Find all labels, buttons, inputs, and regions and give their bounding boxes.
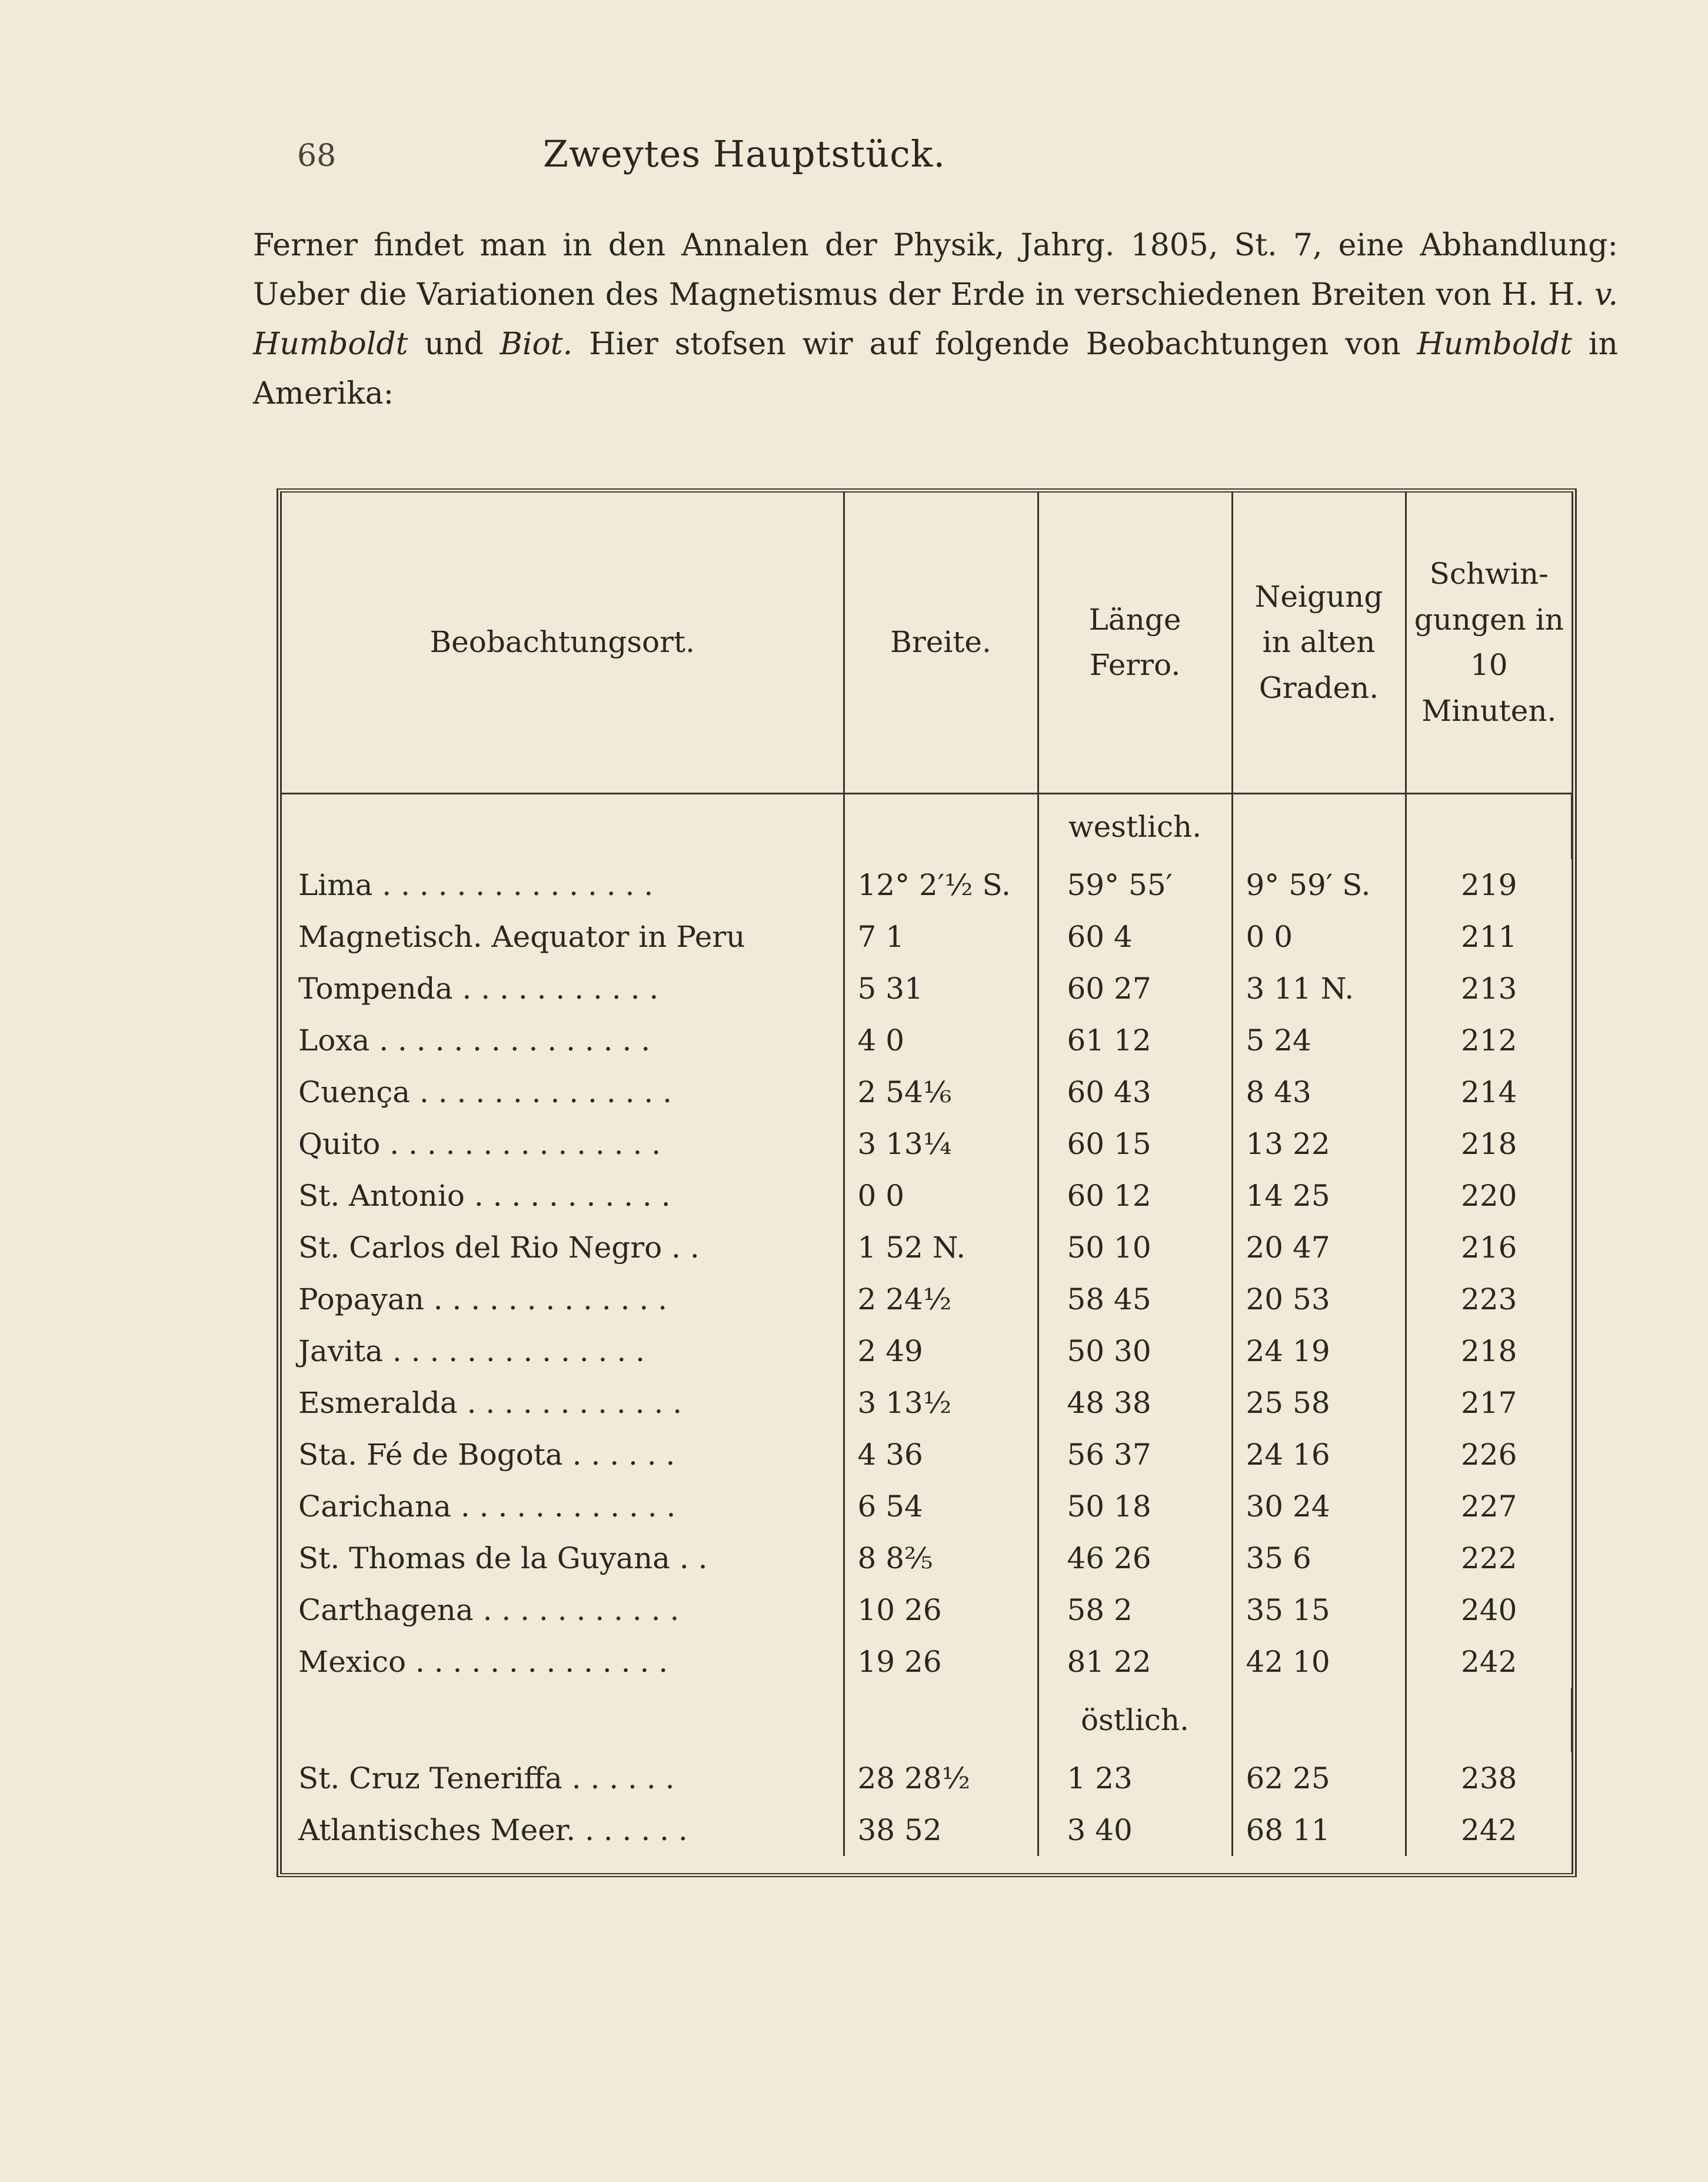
cell-longitude: 50 10 — [1038, 1222, 1232, 1273]
cell-place: Popayan . . . . . . . . . . . . . — [282, 1273, 844, 1325]
cell-place: Sta. Fé de Bogota . . . . . . — [282, 1429, 844, 1481]
table-row — [282, 1222, 1572, 1273]
cell-latitude: 7 1 — [844, 911, 1038, 963]
header-place: Beobachtungsort. — [282, 493, 844, 794]
table-row — [282, 1066, 1572, 1118]
cell-longitude: 81 22 — [1038, 1636, 1232, 1688]
cell-place: Esmeralda . . . . . . . . . . . . — [282, 1377, 844, 1429]
cell-place: Javita . . . . . . . . . . . . . . — [282, 1325, 844, 1377]
cell-latitude: 38 52 — [844, 1804, 1038, 1856]
cell-oscillations: 218 — [1461, 1127, 1517, 1161]
cell-longitude: 60 15 — [1038, 1118, 1232, 1170]
page-number: 68 — [297, 138, 337, 174]
cell-place: Magnetisch. Aequator in Peru — [282, 911, 844, 963]
cell-inclination: 24 16 — [1232, 1429, 1406, 1481]
cell-place: Loxa . . . . . . . . . . . . . . . — [282, 1015, 844, 1066]
cell-place: Atlantisches Meer. . . . . . . — [282, 1804, 844, 1856]
cell-oscillations: 216 — [1461, 1230, 1517, 1265]
cell-longitude: 46 26 — [1038, 1532, 1232, 1584]
cell-place: St. Carlos del Rio Negro . . — [282, 1222, 844, 1273]
cell-latitude: 10 26 — [844, 1584, 1038, 1636]
cell-latitude: 4 36 — [844, 1429, 1038, 1481]
table-row — [282, 1532, 1572, 1584]
paragraph-text: und — [408, 327, 500, 362]
cell-latitude: 6 54 — [844, 1481, 1038, 1532]
table-row — [282, 1015, 1572, 1066]
cell-inclination: 30 24 — [1232, 1481, 1406, 1532]
intro-paragraph — [253, 221, 1618, 418]
observations-table-frame — [277, 488, 1577, 1877]
author-humboldt: v. Humboldt — [253, 277, 1618, 362]
cell-inclination: 13 22 — [1232, 1118, 1406, 1170]
direction-row-east — [282, 1688, 1572, 1752]
cell-inclination: 35 15 — [1232, 1584, 1406, 1636]
table-row — [282, 963, 1572, 1015]
table-row — [282, 859, 1572, 911]
table-row — [282, 1804, 1572, 1856]
cell-longitude: 1 23 — [1038, 1752, 1232, 1804]
cell-inclination: 20 53 — [1232, 1273, 1406, 1325]
cell-inclination: 20 47 — [1232, 1222, 1406, 1273]
paragraph-text: Ferner findet man in den Annalen der Physik, Jahrg. 1805, St. 7, eine Abhandlung: Ueber die Variationen des Magnetismus der Erde in verschiedenen Breiten von H. H. — [253, 228, 1618, 312]
cell-latitude: 3 13½ — [844, 1377, 1038, 1429]
cell-latitude: 28 28½ — [844, 1752, 1038, 1804]
table-row — [282, 911, 1572, 963]
table-row — [282, 1325, 1572, 1377]
cell-longitude: 58 2 — [1038, 1584, 1232, 1636]
cell-oscillations: 240 — [1461, 1593, 1517, 1627]
cell-longitude: 60 27 — [1038, 963, 1232, 1015]
header-inclination: Neigung in alten Graden. — [1232, 493, 1406, 794]
cell-latitude: 4 0 — [844, 1015, 1038, 1066]
table-row — [282, 1584, 1572, 1636]
paragraph-text: in Amerika: — [253, 327, 1618, 411]
table-row — [282, 1118, 1572, 1170]
table-row — [282, 1481, 1572, 1532]
cell-place: Tompenda . . . . . . . . . . . — [282, 963, 844, 1015]
cell-place: Quito . . . . . . . . . . . . . . . — [282, 1118, 844, 1170]
cell-place: Lima . . . . . . . . . . . . . . . — [282, 859, 844, 911]
cell-place: Carthagena . . . . . . . . . . . — [282, 1584, 844, 1636]
cell-longitude: 3 40 — [1038, 1804, 1232, 1856]
cell-place: Cuença . . . . . . . . . . . . . . — [282, 1066, 844, 1118]
table-row — [282, 1752, 1572, 1804]
cell-longitude: 56 37 — [1038, 1429, 1232, 1481]
author-biot: Biot. — [500, 327, 573, 362]
cell-inclination: 5 24 — [1232, 1015, 1406, 1066]
cell-oscillations: 211 — [1461, 920, 1517, 954]
cell-longitude: 58 45 — [1038, 1273, 1232, 1325]
table-header-row — [282, 493, 1572, 794]
cell-oscillations: 213 — [1461, 972, 1517, 1006]
cell-longitude: 60 12 — [1038, 1170, 1232, 1222]
direction-row-west — [282, 794, 1572, 860]
cell-inclination: 68 11 — [1232, 1804, 1406, 1856]
paragraph-text: Hier stofsen wir auf folgende Beobachtungen von — [572, 327, 1417, 362]
cell-latitude: 12° 2′½ S. — [844, 859, 1038, 911]
cell-place: St. Antonio . . . . . . . . . . . — [282, 1170, 844, 1222]
cell-place: St. Thomas de la Guyana . . — [282, 1532, 844, 1584]
cell-oscillations: 214 — [1461, 1075, 1517, 1109]
cell-inclination: 24 19 — [1232, 1325, 1406, 1377]
header-longitude: Länge Ferro. — [1038, 493, 1232, 794]
cell-latitude: 5 31 — [844, 963, 1038, 1015]
cell-longitude: 60 4 — [1038, 911, 1232, 963]
header-oscillations: Schwin-gungen in 10 Minuten. — [1414, 557, 1564, 728]
cell-longitude: 48 38 — [1038, 1377, 1232, 1429]
running-title: Zweytes Hauptstück. — [542, 132, 946, 175]
cell-latitude: 0 0 — [844, 1170, 1038, 1222]
cell-inclination: 42 10 — [1232, 1636, 1406, 1688]
cell-inclination: 8 43 — [1232, 1066, 1406, 1118]
cell-oscillations: 242 — [1461, 1645, 1517, 1679]
table-row — [282, 1636, 1572, 1688]
cell-longitude: 50 30 — [1038, 1325, 1232, 1377]
cell-longitude: 61 12 — [1038, 1015, 1232, 1066]
cell-inclination: 35 6 — [1232, 1532, 1406, 1584]
table-row — [282, 1273, 1572, 1325]
cell-oscillations: 242 — [1461, 1813, 1517, 1847]
cell-inclination: 9° 59′ S. — [1232, 859, 1406, 911]
cell-place: St. Cruz Teneriffa . . . . . . — [282, 1752, 844, 1804]
cell-place: Carichana . . . . . . . . . . . . — [282, 1481, 844, 1532]
cell-inclination: 3 11 N. — [1232, 963, 1406, 1015]
cell-inclination: 0 0 — [1232, 911, 1406, 963]
cell-oscillations: 222 — [1461, 1541, 1517, 1575]
cell-oscillations: 219 — [1461, 868, 1517, 902]
cell-latitude: 2 49 — [844, 1325, 1038, 1377]
cell-oscillations: 212 — [1461, 1023, 1517, 1057]
table-row — [282, 1170, 1572, 1222]
cell-oscillations: 227 — [1461, 1489, 1517, 1524]
page-header — [297, 132, 1180, 185]
cell-latitude: 2 24½ — [844, 1273, 1038, 1325]
table-row — [282, 1429, 1572, 1481]
cell-longitude: 50 18 — [1038, 1481, 1232, 1532]
cell-oscillations: 218 — [1461, 1334, 1517, 1368]
cell-oscillations: 226 — [1461, 1438, 1517, 1472]
cell-place: Mexico . . . . . . . . . . . . . . — [282, 1636, 844, 1688]
observations-table — [282, 493, 1573, 1856]
direction-west: westlich. — [1038, 794, 1232, 860]
cell-latitude: 8 8⅖ — [844, 1532, 1038, 1584]
cell-inclination: 62 25 — [1232, 1752, 1406, 1804]
header-latitude: Breite. — [844, 493, 1038, 794]
cell-inclination: 25 58 — [1232, 1377, 1406, 1429]
cell-longitude: 60 43 — [1038, 1066, 1232, 1118]
direction-east: östlich. — [1038, 1688, 1232, 1752]
author-humboldt: Humboldt — [1417, 327, 1572, 362]
table-row — [282, 1377, 1572, 1429]
cell-oscillations: 238 — [1461, 1761, 1517, 1795]
cell-latitude: 1 52 N. — [844, 1222, 1038, 1273]
cell-oscillations: 223 — [1461, 1282, 1517, 1316]
cell-latitude: 19 26 — [844, 1636, 1038, 1688]
cell-inclination: 14 25 — [1232, 1170, 1406, 1222]
cell-latitude: 2 54⅙ — [844, 1066, 1038, 1118]
cell-oscillations: 220 — [1461, 1179, 1517, 1213]
cell-oscillations: 217 — [1461, 1386, 1517, 1420]
cell-longitude: 59° 55′ — [1038, 859, 1232, 911]
cell-latitude: 3 13¼ — [844, 1118, 1038, 1170]
